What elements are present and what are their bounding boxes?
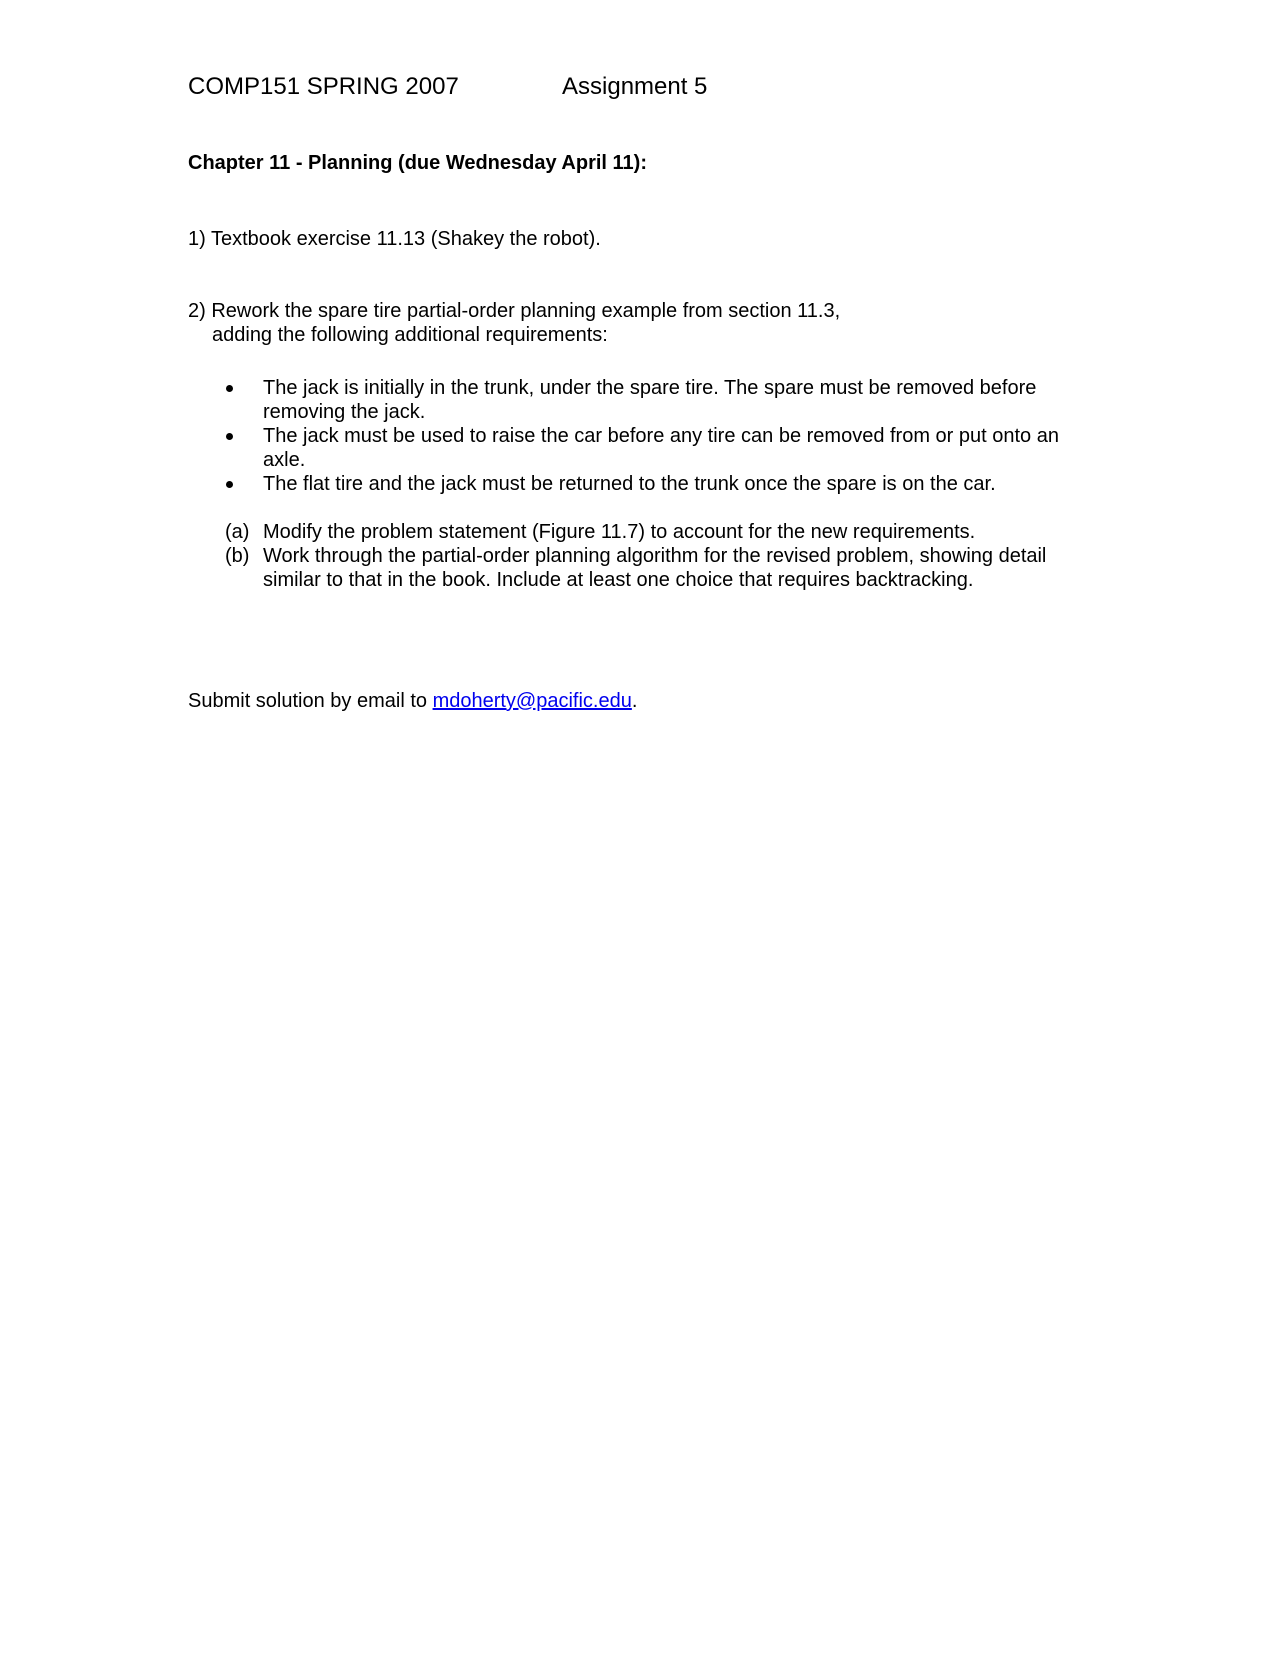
chapter-heading: Chapter 11 - Planning (due Wednesday April 11): — [188, 152, 647, 174]
requirement-text: The flat tire and the jack must be returned to the trunk once the spare is on the car. — [263, 473, 996, 495]
submission-note — [188, 689, 637, 713]
requirement-item — [188, 472, 1063, 496]
part-text: Modify the problem statement (Figure 11.7) to account for the new requirements. — [263, 521, 976, 543]
requirement-text: The jack is initially in the trunk, under the spare tire. The spare must be removed before removing the jack. — [263, 377, 1037, 423]
parts-list — [188, 520, 1088, 592]
bullet-icon — [226, 433, 233, 440]
part-item — [188, 520, 1088, 544]
bullet-icon — [226, 385, 233, 392]
question-2-line-1: 2) Rework the spare tire partial-order planning example from section 11.3, — [188, 300, 841, 322]
question-1: 1) Textbook exercise 11.13 (Shakey the robot). — [188, 228, 601, 250]
bullet-icon — [226, 481, 233, 488]
course-title: COMP151 SPRING 2007 — [188, 73, 459, 100]
question-2-line-2: adding the following additional requirements: — [212, 324, 608, 346]
part-marker: (b) — [225, 545, 250, 567]
submit-suffix: . — [631, 690, 638, 712]
submit-prefix: Submit solution by email to — [188, 690, 433, 712]
part-text: Work through the partial-order planning algorithm for the revised problem, showing detail similar to that in the book. Include at least one choice that requires backtracking. — [263, 545, 1047, 591]
requirements-list — [188, 376, 1088, 496]
requirement-item — [188, 376, 1063, 424]
requirement-text: The jack must be used to raise the car before any tire can be removed from or put onto an axle. — [263, 425, 1059, 471]
part-marker: (a) — [225, 521, 250, 543]
requirement-item — [188, 424, 1063, 472]
part-item — [188, 544, 1088, 592]
assignment-title: Assignment 5 — [562, 73, 708, 100]
question-2 — [188, 299, 840, 347]
email-link[interactable]: mdoherty@pacific.edu — [432, 690, 632, 712]
